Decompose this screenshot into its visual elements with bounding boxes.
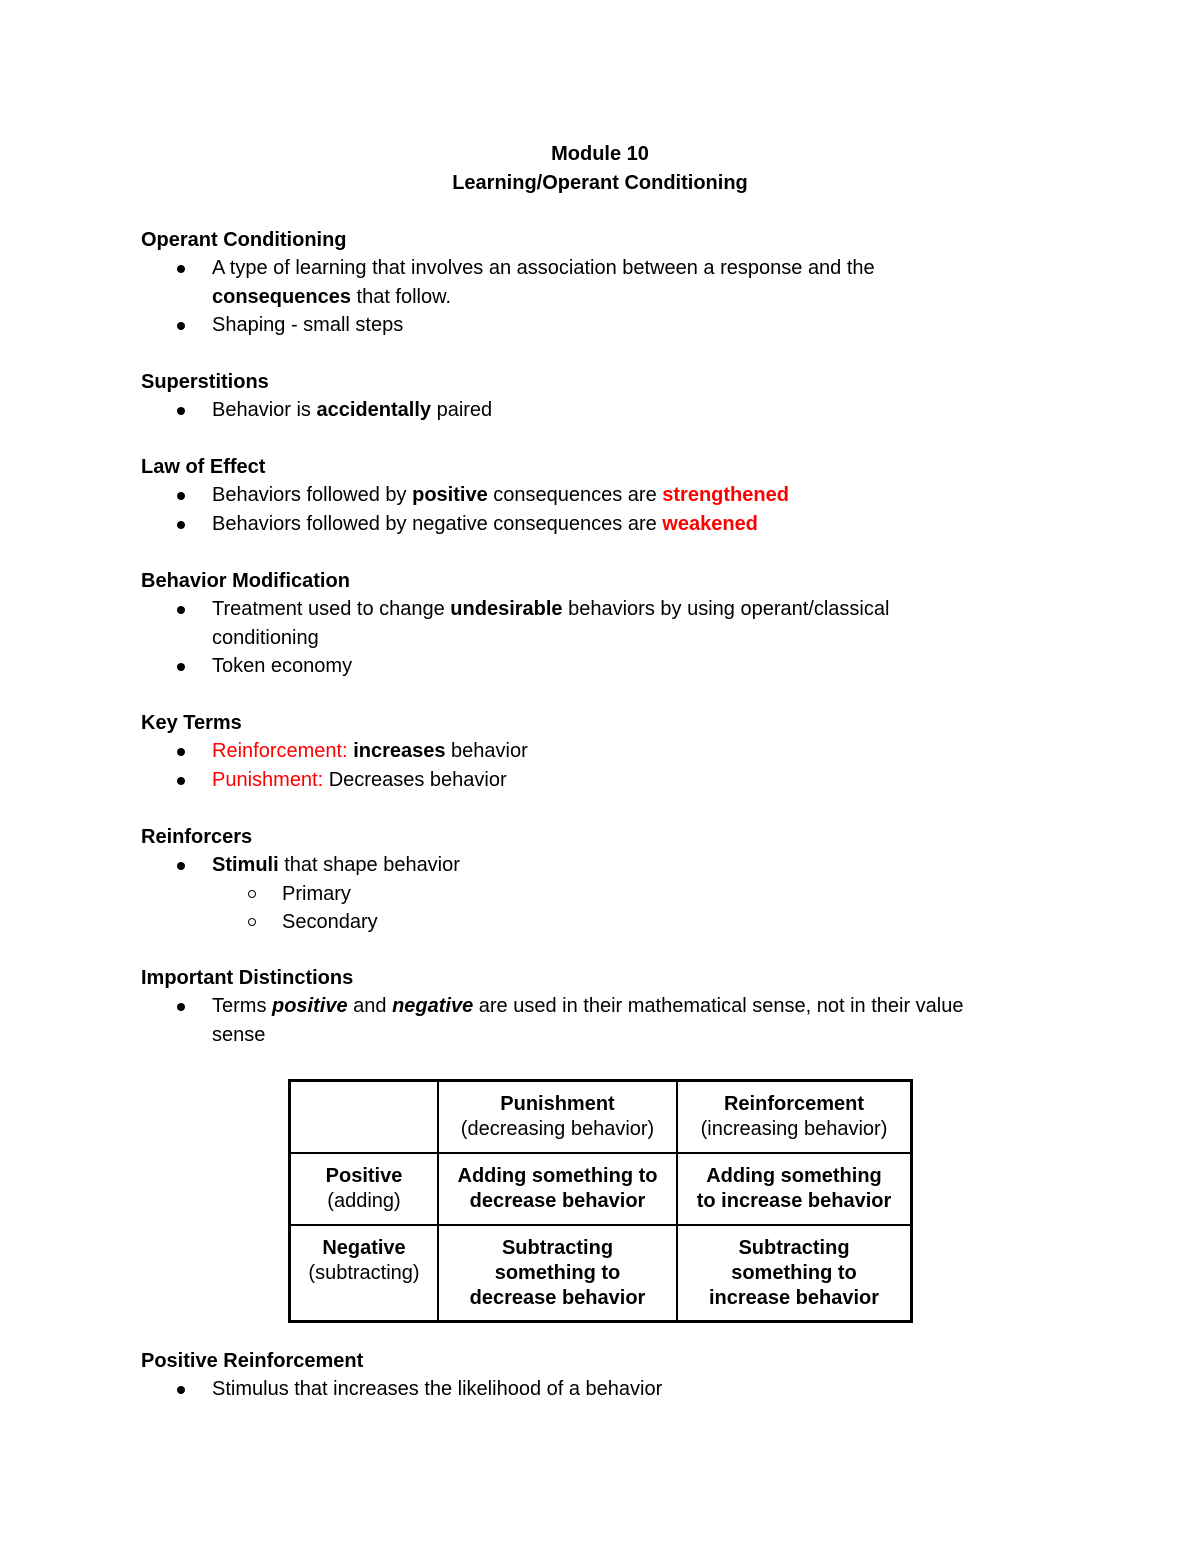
sub-list-container [141,880,1041,937]
bullet-list [141,992,1041,1049]
cell-bold-text: Positive [325,1165,403,1187]
item-text: sense [212,1023,266,1046]
list-item [141,510,1041,539]
section-key-terms [141,709,1041,794]
item-bold-text: positive [412,484,488,506]
list-item [141,766,1041,795]
cell-bold-text: Subtracting [501,1237,614,1259]
item-text: consequences are [487,484,663,506]
item-bold-text: consequences [212,285,351,308]
item-text: Shaping - small steps [212,314,404,336]
item-text: Behaviors followed by [212,484,413,506]
table-row-label-negative [290,1225,439,1322]
section-positive-reinforcement [141,1347,1041,1404]
list-item [141,737,1041,766]
section-heading: Law of Effect [141,456,266,478]
section-heading: Key Terms [141,712,242,734]
list-item [141,311,1041,340]
item-text: Token economy [212,655,353,677]
cell-bold-text: Adding something to [457,1165,658,1187]
list-item [141,254,1041,311]
module-title: Module 10 [551,143,649,165]
cell-text: (increasing behavior) [700,1118,888,1140]
item-red-text: Reinforcement: [212,740,348,762]
item-text: Decreases behavior [323,768,507,791]
table-cell-positive-punishment [438,1153,677,1225]
item-text: behavior [445,740,528,762]
cell-bold-text: decrease behavior [469,1190,646,1212]
item-bold-text: increases [353,740,446,762]
table-row [290,1225,912,1322]
document-title [0,140,1200,198]
item-red-text: weakened [662,512,758,535]
bullet-list [141,396,1041,425]
list-item [141,992,1041,1049]
table-cell-positive-reinforcement [677,1153,912,1225]
section-heading: Superstitions [141,371,269,393]
item-red-text: Punishment: [212,768,324,791]
cell-bold-text: Subtracting [738,1237,850,1259]
item-text: A type of learning that involves an association between a response and the [212,257,875,279]
module-subtitle: Learning/Operant Conditioning [452,172,748,194]
item-text: behaviors by using operant/classical [562,598,890,620]
section-important-distinctions [141,964,1041,1049]
item-text: that shape behavior [278,854,460,876]
cell-bold-text: increase behavior [708,1287,880,1309]
item-text: Primary [282,882,351,905]
bullet-list [141,595,1041,681]
bullet-list [141,1375,1041,1404]
item-text: Terms [212,995,272,1017]
table-row-label-positive [290,1153,439,1225]
item-text: and [347,995,393,1017]
section-heading: Reinforcers [141,826,253,848]
table-cell-negative-punishment [438,1225,677,1322]
cell-bold-text: Punishment [500,1093,615,1115]
item-red-text: strengthened [662,484,789,506]
list-item [141,595,1041,652]
table-header-reinforcement [677,1081,912,1154]
bullet-list [141,481,1041,538]
section-heading: Operant Conditioning [141,229,347,251]
item-bold-italic-text: negative [392,995,474,1017]
list-item [141,652,1041,681]
cell-text: (subtracting) [308,1262,420,1284]
cell-text: (adding) [327,1190,401,1212]
item-bold-text: undesirable [450,598,563,620]
cell-bold-text: Adding something [706,1165,882,1187]
item-text: Secondary [282,911,378,933]
table-row [290,1081,912,1154]
bullet-list [141,254,1041,340]
item-text: that follow. [350,285,452,308]
list-item [141,1375,1041,1404]
section-superstitions [141,368,1041,425]
cell-bold-text: decrease behavior [469,1287,646,1309]
cell-text: (decreasing behavior) [460,1118,655,1140]
item-text: are used in their mathematical sense, not in their value [473,995,964,1017]
section-law-of-effect [141,453,1041,538]
item-text: Treatment used to change [212,598,451,620]
item-text: Behavior is [212,399,317,421]
item-bold-text: accidentally [316,399,432,421]
item-bold-text: Stimuli [212,854,279,876]
section-reinforcers [141,823,1041,937]
section-heading: Positive Reinforcement [141,1350,364,1372]
section-operant-conditioning [141,226,1041,340]
conditioning-table [288,1079,913,1323]
item-text: paired [431,399,493,421]
sub-list-item [212,880,1041,909]
bullet-list [141,851,1041,937]
list-item [141,396,1041,425]
sub-bullet-list [212,880,1041,937]
table-cell-negative-reinforcement [677,1225,912,1322]
item-text: Behaviors followed by negative consequences are [212,512,663,535]
cell-bold-text: Reinforcement [723,1093,865,1115]
bullet-list [141,737,1041,794]
list-item [141,481,1041,510]
cell-bold-text: Negative [322,1237,406,1259]
section-behavior-modification [141,567,1041,681]
cell-bold-text: something to [494,1262,621,1284]
table-cell-empty [290,1081,439,1154]
section-heading: Behavior Modification [141,570,350,592]
sub-list-item [212,908,1041,937]
cell-bold-text: something to [731,1262,857,1284]
section-heading: Important Distinctions [141,967,354,989]
table-header-punishment [438,1081,677,1154]
item-text: conditioning [212,626,319,649]
item-bold-italic-text: positive [272,995,348,1017]
list-item [141,851,1041,880]
cell-bold-text: to increase behavior [696,1190,892,1212]
table-row [290,1153,912,1225]
item-text: Stimulus that increases the likelihood of a behavior [212,1378,663,1400]
